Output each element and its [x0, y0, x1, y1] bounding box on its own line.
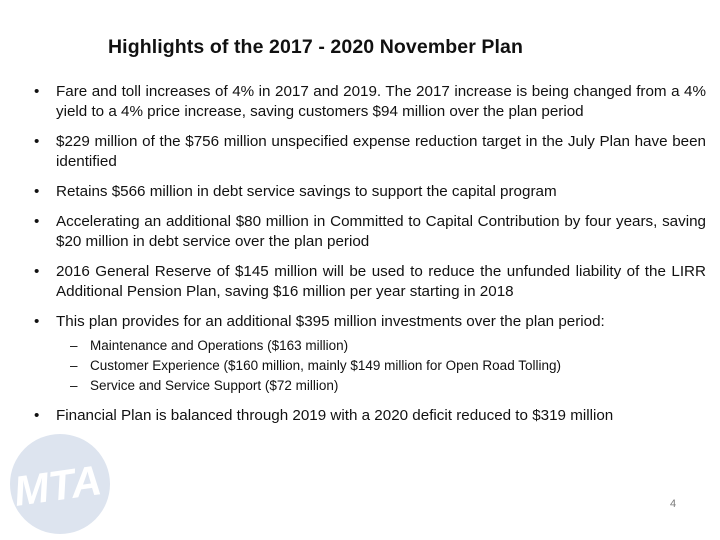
list-item — [34, 82, 706, 122]
bullet-text: This plan provides for an additional $395 million investments over the plan period: — [56, 313, 605, 330]
bullet-text: Accelerating an additional $80 million in Committed to Capital Contribution by four years, saving $20 million in debt service over the plan period — [56, 213, 706, 250]
bullet-icon: • — [34, 407, 40, 424]
list-item — [34, 132, 706, 172]
sub-bullet-text: Customer Experience ($160 million, mainly $149 million for Open Road Tolling) — [90, 358, 561, 373]
page-number: 4 — [670, 498, 677, 510]
list-item — [34, 312, 706, 396]
bullet-text: $229 million of the $756 million unspecified expense reduction target in the July Plan have been identified — [56, 133, 706, 170]
sub-list-item — [70, 356, 706, 376]
bullet-text: Financial Plan is balanced through 2019 with a 2020 deficit reduced to $319 million — [56, 407, 614, 424]
bullet-icon: • — [34, 183, 40, 200]
list-item — [34, 182, 706, 202]
sub-bullet-text: Service and Service Support ($72 million) — [90, 378, 339, 393]
bullet-icon: • — [34, 213, 40, 230]
list-item — [34, 212, 706, 252]
bullet-text: Fare and toll increases of 4% in 2017 and 2019. The 2017 increase is being changed from a 4% yield to a 4% price increase, saving customers $94 million over the plan period — [56, 83, 706, 120]
bullet-icon: • — [34, 133, 40, 150]
page-title: Highlights of the 2017 - 2020 November Plan — [108, 36, 523, 58]
list-item — [34, 406, 706, 426]
sub-list-item — [70, 376, 706, 396]
dash-icon: – — [70, 338, 78, 353]
dash-icon: – — [70, 358, 78, 373]
bullet-icon: • — [34, 263, 40, 280]
sub-list-item — [70, 336, 706, 356]
bullet-icon: • — [34, 83, 40, 100]
bullet-text: Retains $566 million in debt service savings to support the capital program — [56, 183, 557, 200]
bullet-icon: • — [34, 313, 40, 330]
dash-icon: – — [70, 378, 78, 393]
sub-bullet-text: Maintenance and Operations ($163 million) — [90, 338, 349, 353]
mta-logo — [8, 428, 116, 538]
bullet-text: 2016 General Reserve of $145 million will be used to reduce the unfunded liability of the LIRR Additional Pension Plan, saving $16 million per year starting in 2018 — [56, 263, 706, 300]
sub-bullet-list — [70, 336, 706, 396]
mta-logo-text: MTA — [10, 456, 105, 515]
bullet-list — [34, 82, 706, 436]
list-item — [34, 262, 706, 302]
